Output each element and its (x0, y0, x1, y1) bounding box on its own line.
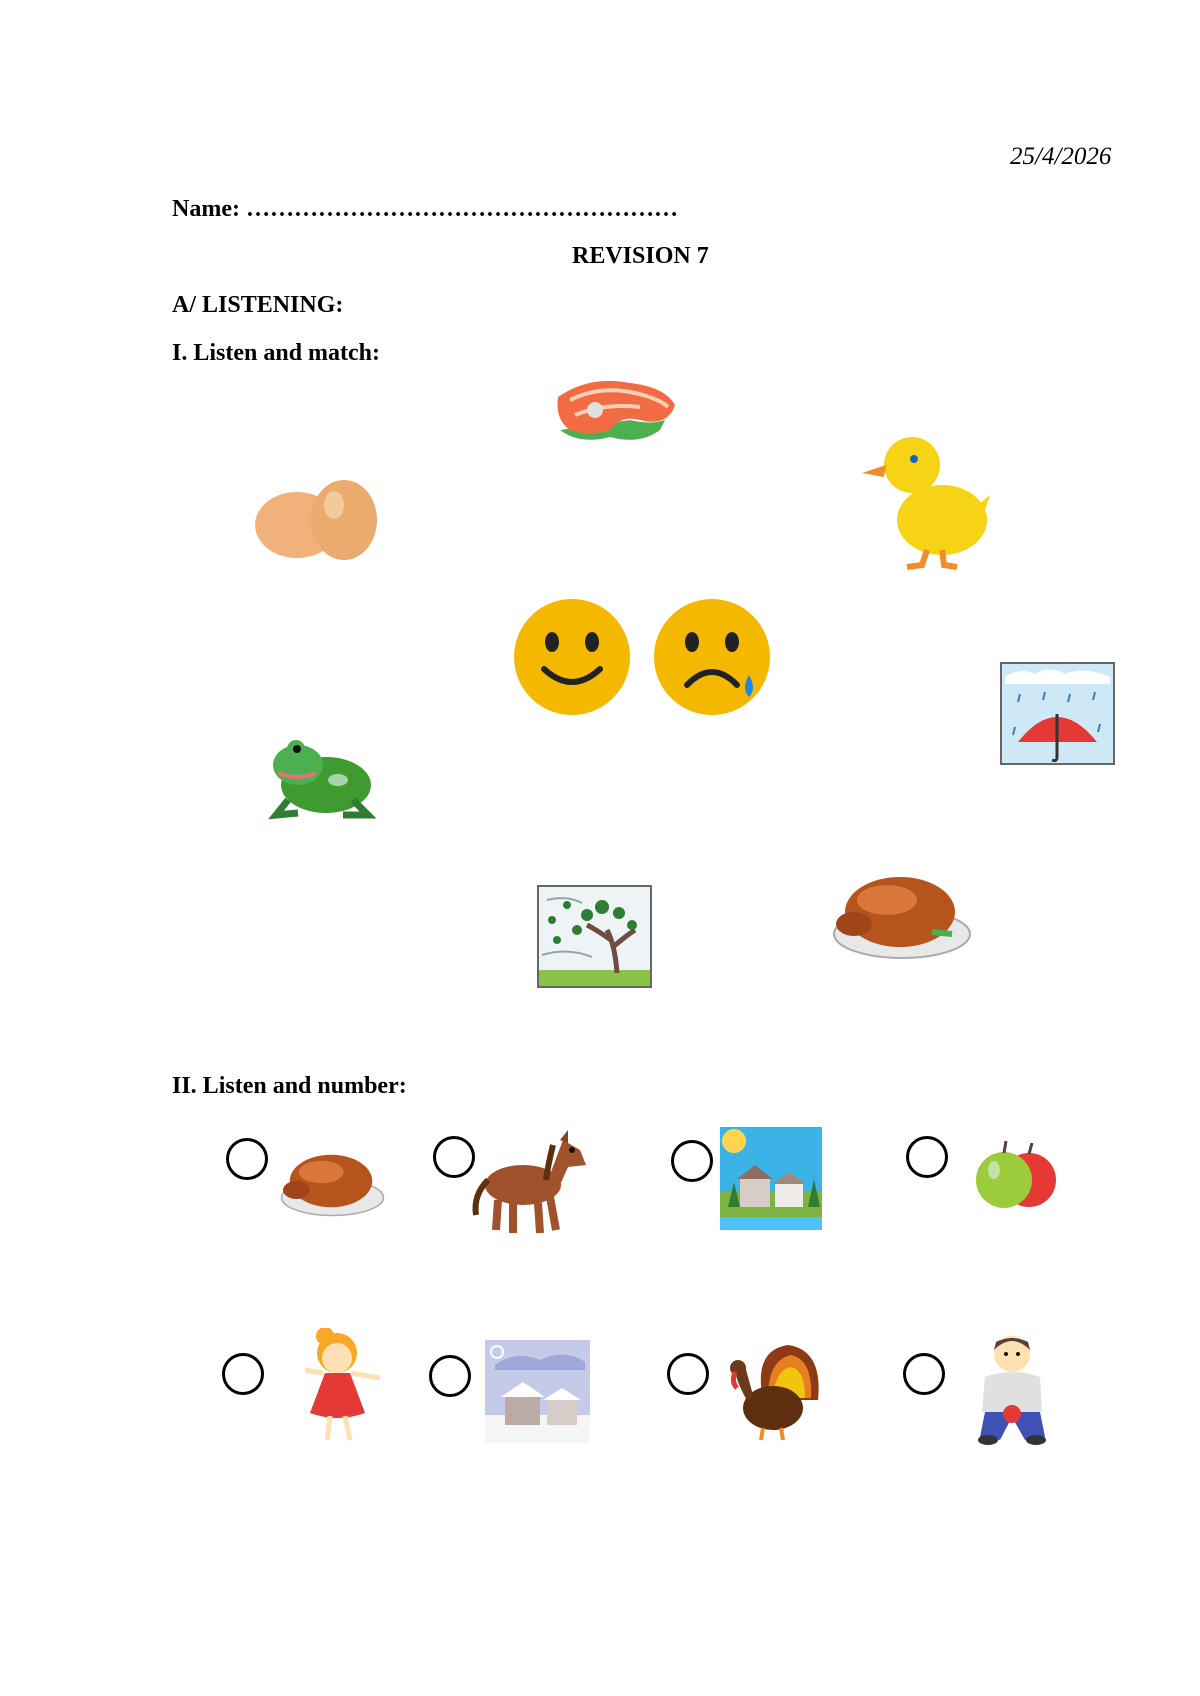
number-circle-3[interactable] (671, 1140, 713, 1182)
worksheet-title: REVISION 7 (572, 243, 709, 269)
number-circle-5[interactable] (222, 1353, 264, 1395)
turkey-icon (713, 1340, 823, 1443)
snowy-village-icon (485, 1340, 590, 1443)
sunny-village-icon (720, 1127, 822, 1230)
part2-heading: II. Listen and number: (172, 1073, 407, 1099)
frog-icon (268, 735, 376, 820)
boy-cold-icon (970, 1332, 1055, 1447)
roast-chicken-icon (832, 862, 972, 962)
happy-face-icon (512, 597, 632, 717)
number-circle-4[interactable] (906, 1136, 948, 1178)
number-circle-8[interactable] (903, 1353, 945, 1395)
number-circle-6[interactable] (429, 1355, 471, 1397)
sad-face-icon (652, 597, 777, 717)
number-circle-7[interactable] (667, 1353, 709, 1395)
section-listening-heading: A/ LISTENING: (172, 292, 344, 318)
apples-icon (974, 1138, 1056, 1213)
number-circle-1[interactable] (226, 1138, 268, 1180)
rainy-weather-icon (1000, 662, 1115, 765)
date: 25/4/2026 (1010, 143, 1112, 170)
part1-heading: I. Listen and match: (172, 340, 381, 366)
salmon-icon (550, 375, 685, 455)
girl-dancing-icon (295, 1328, 385, 1446)
name-line: Name: ……………………………………………… (172, 196, 678, 222)
windy-weather-icon (537, 885, 652, 988)
horse-icon (468, 1125, 591, 1240)
roast-chicken-icon (280, 1140, 385, 1222)
duck-icon (862, 425, 992, 570)
eggs-icon (252, 475, 380, 565)
